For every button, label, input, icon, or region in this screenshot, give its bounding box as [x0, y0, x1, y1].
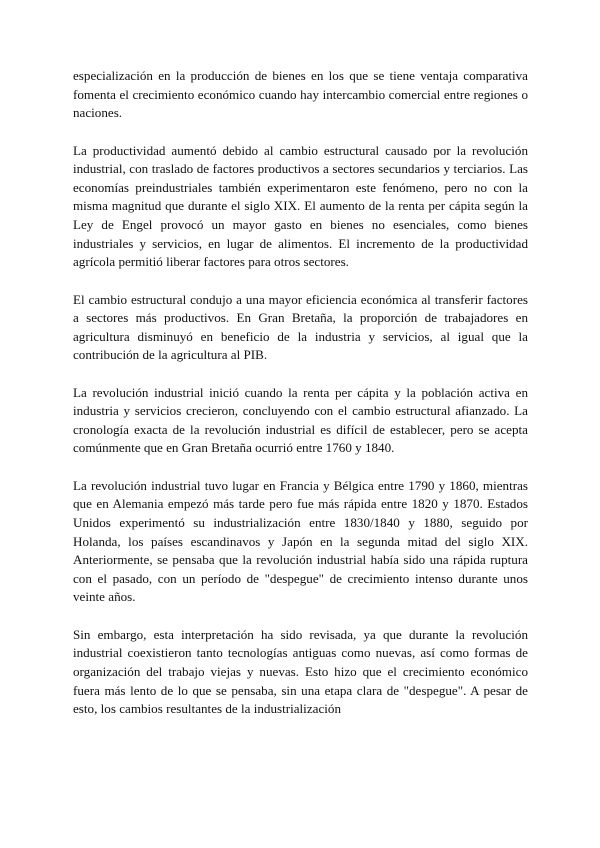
paragraph-other-countries: La revolución industrial tuvo lugar en Francia y Bélgica entre 1790 y 1860, mientras que en Alemania empezó más tarde pero fue más rápida entre 1820 y 1870. Estados Unidos experimentó su industrialización entre 1830/1840 y 1880, seguido por Holanda, los países escandinavos y Japón en la segunda mitad del siglo XIX. Anteriormente, se pensaba que la revolución industrial había sido una rápida ruptura con el pasado, con un período de "despegue" de crecimiento intenso durante unos veinte años. [73, 477, 528, 605]
document-page [73, 67, 528, 738]
paragraph-productivity: La productividad aumentó debido al cambio estructural causado por la revolución industrial, con traslado de factores productivos a sectores secundarios y terciarios. Las economías preindustriales también experimentaron este fenómeno, pero no con la misma magnitud que durante el siglo XIX. El aumento de la renta per cápita según la Ley de Engel provocó un mayor gasto en bienes no esenciales, como bienes industriales y servicios, en lugar de alimentos. El incremento de la productividad agrícola permitió liberar factores para otros sectores. [73, 142, 528, 270]
paragraph-revolution-start: La revolución industrial inició cuando la renta per cápita y la población activa en industria y servicios crecieron, concluyendo con el cambio estructural afianzado. La cronología exacta de la revolución industrial es difícil de establecer, pero se acepta comúnmente que en Gran Bretaña ocurrió entre 1760 y 1840. [73, 384, 528, 456]
paragraph-revision: Sin embargo, esta interpretación ha sido revisada, ya que durante la revolución industrial coexistieron tanto tecnologías antiguas como nuevas, así como formas de organización del trabajo viejas y nuevas. Esto hizo que el crecimiento económico fuera más lento de lo que se pensaba, sin una etapa clara de "despegue". A pesar de esto, los cambios resultantes de la industrialización [73, 626, 528, 717]
paragraph-structural-change: El cambio estructural condujo a una mayor eficiencia económica al transferir factores a sectores más productivos. En Gran Bretaña, la proporción de trabajadores en agricultura disminuyó en beneficio de la industria y servicios, al igual que la contribución de la agricultura al PIB. [73, 291, 528, 363]
paragraph-continuation: especialización en la producción de bienes en los que se tiene ventaja comparativa fomenta el crecimiento económico cuando hay intercambio comercial entre regiones o naciones. [73, 68, 528, 121]
